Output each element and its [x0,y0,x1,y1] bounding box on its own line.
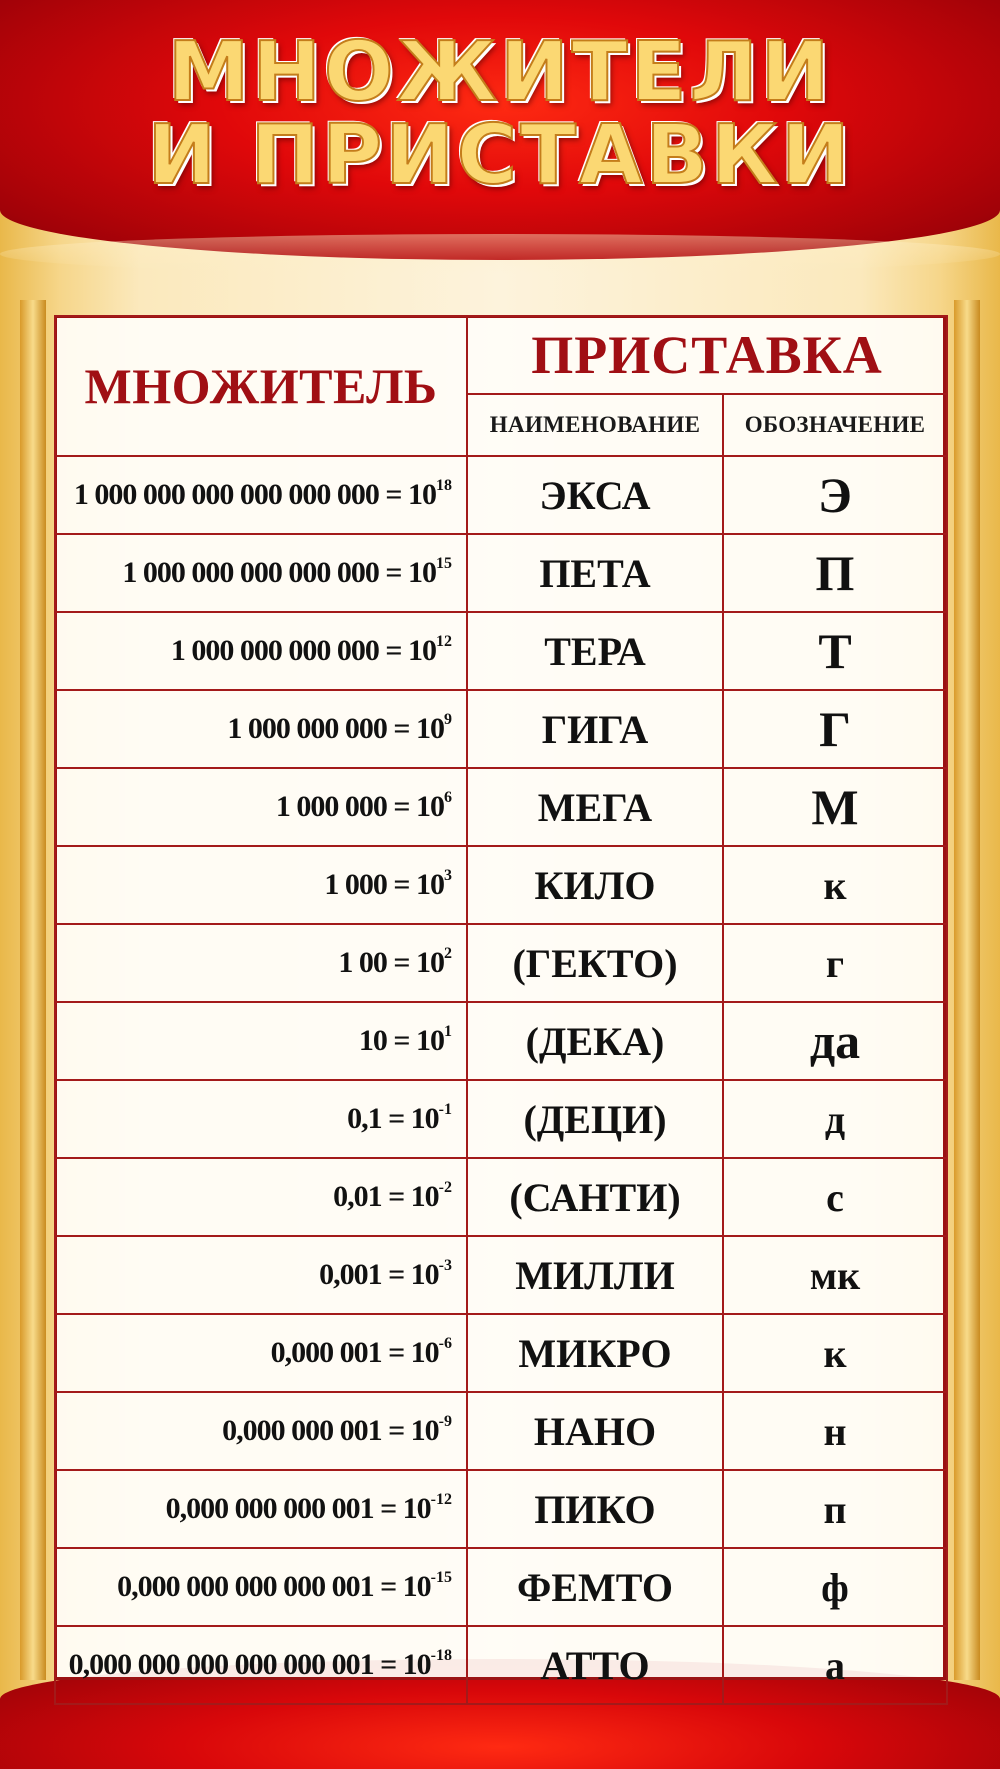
multiplier-value: 1 00 = 10 [338,946,444,979]
table-row [55,534,947,612]
prefix-symbol-cell: Э [723,456,947,534]
table-row [55,846,947,924]
multiplier-cell [55,456,467,534]
multiplier-value: 1 000 000 000 000 = 10 [170,634,436,667]
table-row [55,612,947,690]
table-row [55,1470,947,1548]
header-multiplier: МНОЖИТЕЛЬ [55,316,467,456]
prefix-symbol-cell: Т [723,612,947,690]
multiplier-cell [55,768,467,846]
multiplier-exponent: -2 [438,1179,452,1196]
table-row [55,456,947,534]
multiplier-value: 0,1 = 10 [347,1102,439,1135]
table-row [55,690,947,768]
multiplier-exponent: 15 [436,555,452,572]
multiplier-cell [55,1626,467,1704]
table-row [55,1080,947,1158]
table-row [55,924,947,1002]
multiplier-value: 10 = 10 [358,1024,444,1057]
table-row [55,1626,947,1704]
multiplier-value: 0,01 = 10 [333,1180,439,1213]
multiplier-cell [55,1080,467,1158]
multiplier-exponent: -9 [438,1413,452,1430]
multiplier-value: 0,000 000 000 000 000 001 = 10 [68,1648,431,1681]
multiplier-value: 0,000 001 = 10 [270,1336,439,1369]
multiplier-cell [55,690,467,768]
prefix-symbol-cell: г [723,924,947,1002]
right-gold-column [954,300,980,1680]
prefix-name-cell: (ДЕЦИ) [467,1080,723,1158]
header-prefix: ПРИСТАВКА [467,316,947,394]
multiplier-value: 0,001 = 10 [319,1258,439,1291]
prefix-symbol-cell: а [723,1626,947,1704]
table-body [55,456,947,1704]
prefix-name-cell: (ДЕКА) [467,1002,723,1080]
multiplier-cell [55,534,467,612]
multiplier-value: 1 000 000 000 = 10 [227,712,444,745]
table-row [55,1314,947,1392]
poster-title-line-1: МНОЖИТЕЛИ [167,25,833,120]
multiplier-exponent: -6 [438,1335,452,1352]
table-row [55,1236,947,1314]
subheader-symbol: ОБОЗНАЧЕНИЕ [723,394,947,456]
multiplier-cell [55,1236,467,1314]
poster-title-line-2: И ПРИСТАВКИ [147,108,853,203]
multiplier-cell [55,1392,467,1470]
multiplier-value: 0,000 000 001 = 10 [222,1414,439,1447]
prefix-symbol-cell: д [723,1080,947,1158]
prefix-symbol-cell: п [723,1470,947,1548]
multiplier-cell [55,1314,467,1392]
prefix-symbol-cell: да [723,1002,947,1080]
table-row [55,1392,947,1470]
prefix-symbol-cell: к [723,1314,947,1392]
multiplier-value: 1 000 000 = 10 [275,790,444,823]
prefix-name-cell: АТТО [467,1626,723,1704]
prefix-symbol-cell: мк [723,1236,947,1314]
prefix-name-cell: (ГЕКТО) [467,924,723,1002]
multiplier-exponent: 3 [444,867,452,884]
table-row [55,1158,947,1236]
prefix-name-cell: ПЕТА [467,534,723,612]
multiplier-exponent: 6 [444,789,452,806]
prefix-name-cell: ФЕМТО [467,1548,723,1626]
multiplier-cell [55,924,467,1002]
multiplier-exponent: 12 [436,633,452,650]
multiplier-value: 1 000 000 000 000 000 = 10 [122,556,436,589]
multiplier-exponent: 2 [444,945,452,962]
multiplier-exponent: 1 [444,1023,452,1040]
prefix-name-cell: ПИКО [467,1470,723,1548]
prefix-name-cell: ЭКСА [467,456,723,534]
prefix-name-cell: НАНО [467,1392,723,1470]
prefix-symbol-cell: М [723,768,947,846]
left-gold-column [20,300,46,1680]
multiplier-cell [55,1002,467,1080]
multiplier-cell [55,1158,467,1236]
table-row [55,1548,947,1626]
prefix-name-cell: МИКРО [467,1314,723,1392]
prefix-name-cell: МЕГА [467,768,723,846]
multiplier-value: 1 000 000 000 000 000 000 = 10 [73,478,436,511]
multiplier-exponent: -15 [430,1569,452,1586]
multiplier-cell [55,846,467,924]
multiplier-cell [55,612,467,690]
table-row [55,1002,947,1080]
prefixes-table [54,315,948,1705]
multiplier-exponent: -18 [430,1647,452,1664]
prefix-name-cell: ГИГА [467,690,723,768]
prefix-name-cell: ТЕРА [467,612,723,690]
prefix-symbol-cell: н [723,1392,947,1470]
prefix-name-cell: МИЛЛИ [467,1236,723,1314]
prefix-symbol-cell: ф [723,1548,947,1626]
multiplier-cell [55,1470,467,1548]
table-row [55,768,947,846]
multiplier-exponent: 9 [444,711,452,728]
multiplier-exponent: 18 [436,477,452,494]
multiplier-exponent: -1 [438,1101,452,1118]
prefix-symbol-cell: с [723,1158,947,1236]
prefix-name-cell: КИЛО [467,846,723,924]
prefix-symbol-cell: к [723,846,947,924]
multiplier-value: 1 000 = 10 [324,868,444,901]
multiplier-value: 0,000 000 000 001 = 10 [165,1492,431,1525]
multiplier-exponent: -12 [430,1491,452,1508]
subheader-name: НАИМЕНОВАНИЕ [467,394,723,456]
multiplier-exponent: -3 [438,1257,452,1274]
multiplier-cell [55,1548,467,1626]
prefix-name-cell: (САНТИ) [467,1158,723,1236]
prefix-symbol-cell: Г [723,690,947,768]
multiplier-value: 0,000 000 000 000 001 = 10 [117,1570,431,1603]
prefix-symbol-cell: П [723,534,947,612]
